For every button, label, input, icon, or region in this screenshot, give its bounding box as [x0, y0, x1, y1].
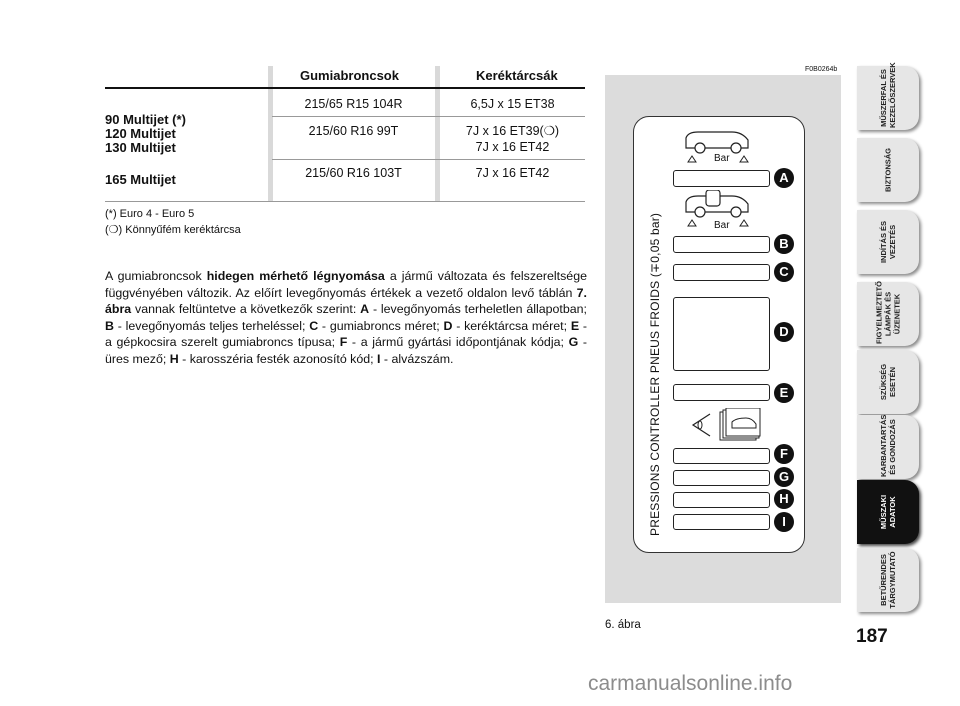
tab-label: KARBANTARTÁS ÉS GONDOZÁS	[879, 414, 897, 477]
field-b	[673, 236, 770, 253]
table-bottom-rule	[105, 201, 585, 202]
tab-betu-rendes[interactable]	[857, 548, 919, 612]
tab-figyelmezteto[interactable]	[857, 282, 919, 346]
tab-karbantartas[interactable]	[857, 415, 919, 479]
badge-a: A	[774, 168, 794, 188]
badge-c: C	[774, 262, 794, 282]
badge-h: H	[774, 489, 794, 509]
tab-muszaki-adatok[interactable]	[857, 480, 919, 544]
tyre-size-cell: 215/60 R16 99T	[308, 124, 399, 138]
row-label-165-multijet: 165 Multijet	[105, 172, 176, 187]
badge-f: F	[774, 444, 794, 464]
row-label-130-multijet: 130 Multijet	[105, 140, 176, 155]
tyre-size-cell: 215/60 R16 103T	[305, 166, 402, 180]
tab-label: INDÍTÁS ÉS VEZETÉS	[879, 220, 897, 264]
tyre-pressure-paragraph: A gumiabroncsok hidegen mérhető légnyomása a jármű változata és felszereltsége függvényében változik. Az előírt levegőnyomás értékek a vezető oldalon levő táblán 7. ábra vannak feltüntetve a következők szerint: A - levegőnyomás terheletlen állapotban; B - levegőnyomás teljes terheléssel; C - gumiabroncs méret; D - keréktárcsa méret; E - a gépkocsira szerelt gumiabroncs típusa; F - a jármű gyártási időpontjának kódja; G - üres mező; H - karosszéria festék azonosító kód; I - alvázszám.	[105, 269, 588, 366]
column-header-tyres: Gumiabroncsok	[300, 68, 399, 83]
badge-d: D	[774, 322, 794, 342]
page-number: 187	[856, 626, 888, 647]
row-label-90-multijet: 90 Multijet (*)	[105, 112, 186, 127]
table-row-divider	[272, 116, 585, 117]
footnote-alloy: (❍) Könnyűfém keréktárcsa	[105, 224, 241, 236]
row-label-120-multijet: 120 Multijet	[105, 126, 176, 141]
tyre-size-cell: 215/65 R15 104R	[304, 97, 403, 111]
table-row-divider	[272, 159, 585, 160]
footnote-euro: (*) Euro 4 - Euro 5	[105, 208, 195, 220]
tab-label: BIZTONSÁG	[883, 147, 893, 193]
rim-size-cell: 7J x 16 ET42	[475, 166, 550, 180]
tab-label: BETŰRENDES TÁRGYMUTATÓ	[879, 551, 897, 609]
field-c	[673, 264, 770, 281]
rim-size-cell: 6,5J x 15 ET38	[470, 97, 555, 111]
badge-b: B	[774, 234, 794, 254]
field-h	[673, 492, 770, 508]
badge-g: G	[774, 467, 794, 487]
tyre-side-icon	[690, 412, 712, 438]
tyre-stack-icon	[718, 408, 762, 442]
tab-biztonsag[interactable]	[857, 138, 919, 202]
tab-inditas[interactable]	[857, 210, 919, 274]
column-header-rims: Keréktárcsák	[476, 68, 558, 83]
tab-label: SZÜKSÉG ESETÉN	[879, 363, 897, 401]
figure-caption: 6. ábra	[605, 619, 641, 631]
field-g	[673, 470, 770, 486]
badge-i: I	[774, 512, 794, 532]
watermark: carmanualsonline.info	[588, 672, 793, 695]
table-top-rule	[105, 87, 585, 89]
tab-muszerfal[interactable]	[857, 62, 919, 130]
bar-label: Bar	[714, 220, 730, 231]
field-a	[673, 170, 770, 187]
figure-code: F0B0264b	[805, 66, 838, 73]
field-i	[673, 514, 770, 530]
tab-label: MŰSZERFAL ÉS KEZELŐSZERVEK	[879, 62, 897, 128]
sticker-vertical-text: PRESSIONS CONTROLLER PNEUS FROIDS (∓0,05 bar)	[648, 212, 662, 536]
field-f	[673, 448, 770, 464]
tab-label: FIGYELMEZTETŐ LÁMPÁK ÉS ÜZENETEK	[874, 281, 902, 344]
bar-label: Bar	[714, 153, 730, 164]
badge-e: E	[774, 383, 794, 403]
tab-szukseg[interactable]	[857, 350, 919, 414]
field-e	[673, 384, 770, 401]
field-d	[673, 297, 770, 371]
tab-label: MŰSZAKI ADATOK	[879, 494, 897, 530]
rim-size-cell: 7J x 16 ET39(❍) 7J x 16 ET42	[465, 124, 560, 154]
